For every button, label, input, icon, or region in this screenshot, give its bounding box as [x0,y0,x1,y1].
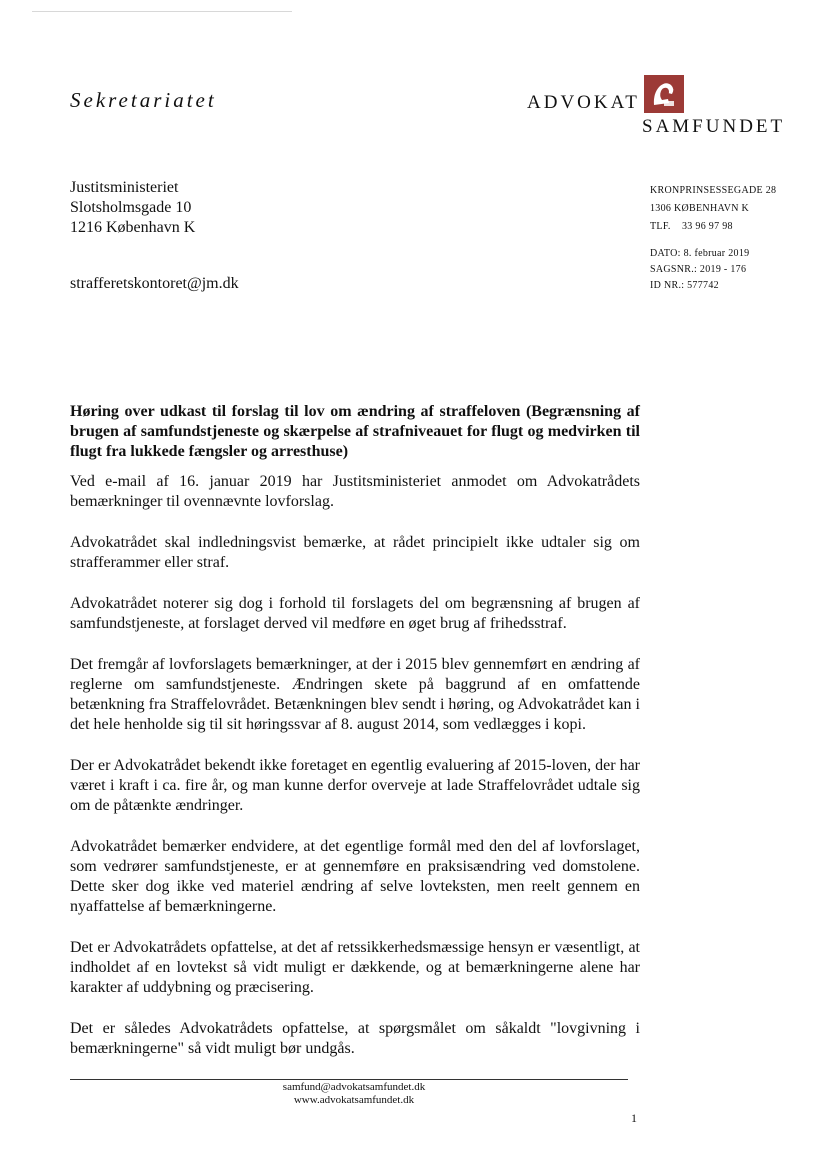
letter-body [70,402,640,1080]
phone-label: TLF. [650,221,671,232]
letter-metadata [650,246,749,294]
letter-subject: Høring over udkast til forslag til lov om ændring af straffeloven (Begrænsning af brugen af samfundstjeneste og skærpelse af strafniveauet for flugt og medvirken til flugt fra lukkede fængsler og arresthuse) [70,403,640,460]
page-number: 1 [631,1111,637,1125]
paragraph-8: Det er således Advokatrådets opfattelse, at spørgsmålet om såkaldt "lovgivning i bemærkningerne" så vidt muligt bør undgås. [70,1020,640,1057]
recipient-street: Slotsholmsgade 10 [70,199,192,216]
letter-date: DATO: 8. februar 2019 [650,248,750,259]
footer-divider [70,1079,628,1080]
logo-word-advokat: ADVOKAT [527,92,640,113]
sender-city: 1306 KØBENHAVN K [650,203,750,214]
department-name: Sekretariatet [70,88,217,112]
paragraph-4: Det fremgår af lovforslagets bemærkninger, at der i 2015 blev gennemført en ændring af reglerne om samfundstjeneste. Ændringen skete på baggrund af en omfattende betænkning fra Straffelovrådet. Betænkningen blev sendt i høring, og Advokatrådet kan i det hele henholde sig til sit høringssvar af 8. august 2014, som vedlægges i kopi. [70,656,640,733]
paragraph-6: Advokatrådet bemærker endvidere, at det egentlige formål med den del af lovforslaget, som vedrører samfundstjeneste, er at gennemføre en praksisændring ved domstolene. Dette sker dog ikke ved materiel ændring af selve lovteksten, men reelt gennem en nyaffattelse af bemærkningerne. [70,838,640,915]
recipient-name: Justitsministeriet [70,179,179,196]
footer-email: samfund@advokatsamfundet.dk [282,1081,426,1093]
sender-address [650,182,776,236]
paragraph-1: Ved e-mail af 16. januar 2019 har Justitsministeriet anmodet om Advokatrådets bemærkninger til ovennævnte lovforslag. [70,473,640,510]
footer [0,1081,708,1107]
top-scan-rule [32,11,292,12]
paragraph-2: Advokatrådet skal indledningsvist bemærke, at rådet principielt ikke udtaler sig om strafferammer eller straf. [70,534,640,571]
sender-street: KRONPRINSESSEGADE 28 [650,185,777,196]
id-number: ID NR.: 577742 [650,280,719,291]
logo-word-samfundet: SAMFUNDET [642,116,786,137]
case-number: SAGSNR.: 2019 - 176 [650,264,747,275]
paragraph-7: Det er Advokatrådets opfattelse, at det af retssikkerhedsmæssige hensyn er væsentligt, at indholdet af en lovtekst så vidt muligt er dækkende, og at bemærkningerne alene har karakter af uddybning og præcisering. [70,939,640,996]
advokat-samfundet-emblem-icon [644,75,684,113]
sender-phone [650,218,776,236]
recipient-city: 1216 København K [70,219,196,236]
paragraph-5: Der er Advokatrådet bekendt ikke foretaget en egentlig evaluering af 2015-loven, der har været i kraft i ca. fire år, og man kunne derfor overveje at lade Straffelovrådet udtale sig om de påtænkte ændringer. [70,757,640,814]
recipient-address [70,178,195,238]
phone-number: 33 96 97 98 [682,221,733,232]
footer-website: www.advokatsamfundet.dk [293,1094,415,1106]
paragraph-3: Advokatrådet noterer sig dog i forhold til forslagets del om begrænsning af brugen af samfundstjeneste, at forslaget derved vil medføre en øget brug af frihedsstraf. [70,595,640,632]
recipient-email: strafferetskontoret@jm.dk [70,275,239,292]
